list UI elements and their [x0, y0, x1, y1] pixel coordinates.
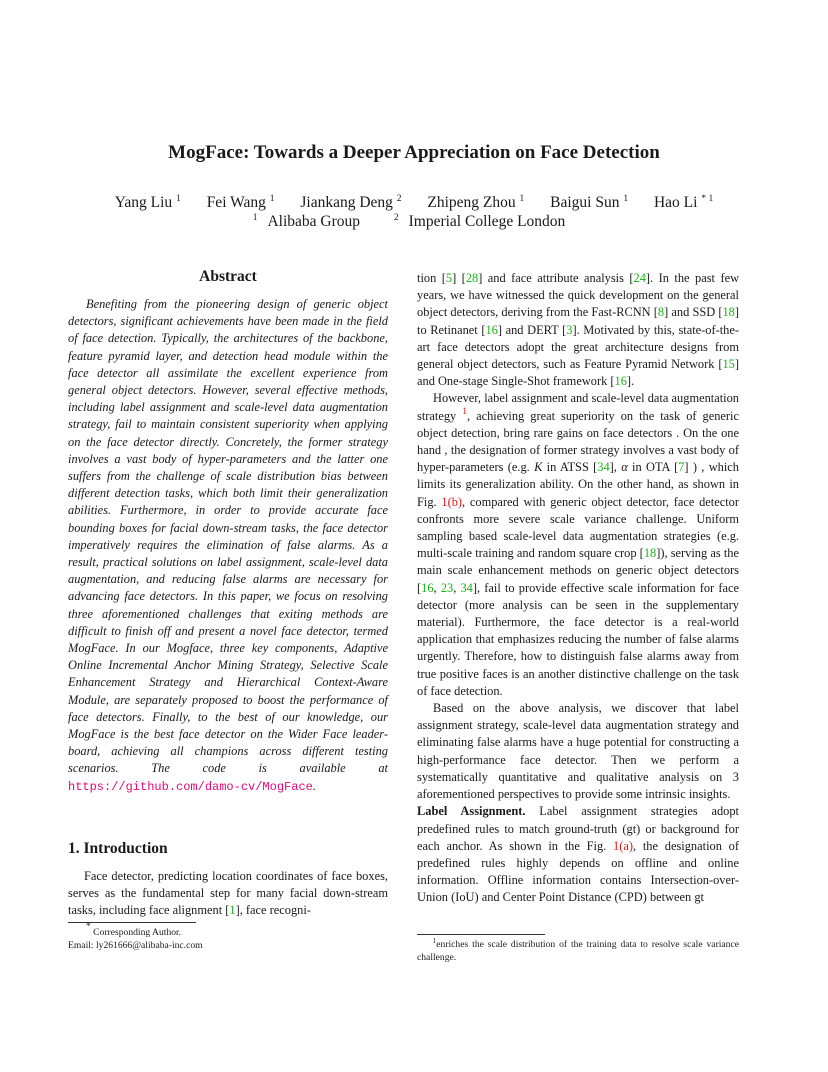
citation-link[interactable]: 1 [229, 903, 236, 918]
author: Yang Liu $^1$ [114, 194, 181, 211]
body-paragraph: Label Assignment. Label assignment strategies adopt predefined rules to match ground-truth (gt) or background for each anchor. As shown in the Fig. 1(a), the designation of predefined rules highly depends on offline and online information. Offline information contains Intersection-over-Union (IoU) and Center Point Distance (CPD) between gt [417, 804, 740, 905]
footnote-rule [417, 934, 545, 935]
citation-link[interactable]: 7 [678, 460, 685, 475]
paragraph-heading: Label Assignment. [417, 804, 526, 819]
author-list [0, 194, 828, 212]
citation-link[interactable]: 16 [421, 580, 434, 595]
right-column [417, 270, 739, 907]
author: Hao Li $^{* 1}$ [653, 194, 714, 211]
citation-link[interactable]: 5 [445, 271, 453, 285]
author: Jiankang Deng $^2$ [300, 194, 402, 211]
citation-link[interactable]: 34 [597, 460, 610, 475]
citation-link[interactable]: 18 [643, 546, 657, 561]
code-link[interactable]: https://github.com/damo-cv/MogFace [68, 779, 313, 794]
citation-link[interactable]: 8 [657, 305, 665, 320]
abstract-heading: Abstract [199, 268, 257, 285]
affiliation: $^1$ Alibaba Group [252, 213, 360, 230]
footnote-link[interactable]: 1 [462, 406, 467, 417]
footnote-1: $^1$enriches the scale distribution of the training data to resolve scale variance challenge. [417, 937, 739, 963]
author: Fei Wang $^1$ [206, 194, 275, 211]
citation-link[interactable]: 16 [485, 322, 498, 337]
footnote-corresponding: * Corresponding Author. Email: ly261666@alibaba-inc.com [68, 922, 203, 951]
body-paragraph: Based on the above analysis, we discover that label assignment strategy, scale-level data augmentation strategy and eliminating false alarms have a huge potential for constructing a high-performance face detector. Then we perform a systematically quantitative and qualitative analysis on 3 aforementioned perspectives to provide some intrinsic insights. [417, 701, 739, 802]
left-column [68, 268, 388, 920]
citation-link[interactable]: 28 [465, 271, 479, 285]
affiliation-list [0, 213, 828, 231]
figure-link[interactable]: 1(b) [441, 494, 463, 509]
author: Baigui Sun $^1$ [550, 194, 629, 211]
citation-link[interactable]: 34 [460, 580, 473, 595]
citation-link[interactable]: 18 [722, 305, 735, 320]
citation-link[interactable]: 24 [633, 271, 646, 285]
figure-link[interactable]: 1(a) [613, 838, 633, 853]
section-heading-introduction: 1. Introduction [68, 839, 168, 857]
citation-link[interactable]: 16 [614, 374, 627, 389]
citation-link[interactable]: 15 [722, 357, 735, 372]
body-paragraph: tion [5] [28] and face attribute analysis [24]. In the past few years, we have witnessed the quick development on the general object detectors, deriving from the Fast-RCNN [8] and SSD [18] to Retinanet [16] and DERT [3]. Motivated by this, state-of-the-art face detectors adopt the great architecture designs from general object detectors, such as Feature Pyramid Network [15] and One-stage Single-Shot framework [16]. [417, 271, 740, 389]
intro-paragraph: Face detector, predicting location coordinates of face boxes, serves as the fundamental step for many facial down-stream tasks, including face alignment [1], face recogni- [68, 868, 388, 918]
paper-title: MogFace: Towards a Deeper Appreciation on Face Detection [168, 142, 660, 163]
affiliation: $^2$ Imperial College London [393, 213, 566, 230]
citation-link[interactable]: 23 [440, 580, 454, 595]
author: Zhipeng Zhou $^1$ [427, 194, 525, 211]
abstract-text: Benefiting from the pioneering design of generic object detectors, significant achievements have been made in the field of face detection. Typically, the architectures of the backbone, feature pyramid layer, and detection head module within the face detector all assimilate the excellent experience from general object detectors. However, several effective methods, including label assignment and scale-level data augmentation strategy, fail to maintain consistent superiority when applying on the face detector directly. Concretely, the former strategy involves a vast body of hyper-parameters and the latter one suffers from the challenge of scale distribution bias between different detection tasks, which both limit their generalization abilities. Furthermore, in order to provide accurate face bounding boxes for facial down-stream tasks, the face detector imperatively requires the elimination of false alarms. As a result, practical solutions on label assignment, scale-level data augmentation, and reducing false alarms are necessary for advancing face detectors. In this paper, we focus on resolving three aforementioned challenges that exiting methods are difficult to finish off and present a novel face detector, termed MogFace. In our Mogface, three key components, Adaptive Online Incremental Anchor Mining Strategy, Selective Scale Enhancement Strategy and Hierarchical Context-Aware Module, are separately proposed to boost the performance of face detectors. Finally, to the best of our knowledge, our MogFace is the best face detector on the Wider Face leader-board, achieving all champions across different testing scenarios. The code is available at https://github.com/damo-cv/MogFace. [68, 297, 388, 794]
body-paragraph: However, label assignment and scale-level data augmentation strategy $^1$, achieving great superiority on the task of generic object detection, bring rare gains on face detectors . On the one hand , the designation of former strategy involves a vast body of hyper-parameters (e.g. K in ATSS [34], α in OTA [7] ) , which limits its generalization ability. On the other hand, as shown in Fig. 1(b), compared with generic object detector, face detector confronts more severe scale variance challenge. Uniform sampling based scale-level data augmentation strategies (e.g. multi-scale training and random square crop [18]), serving as the main scale enhancement methods on generic object detectors [16, 23, 34], fail to provide effective scale information for face detector (more analysis can be seen in the supplementary material). Furthermore, the face detector is a real-world application that emphasizes reducing the number of false alarms urgently. Therefore, how to distinguish false alarms away from true positive faces is an another distinctive challenge on the task of face detection. [417, 391, 739, 698]
citation-link[interactable]: 3 [566, 322, 573, 337]
